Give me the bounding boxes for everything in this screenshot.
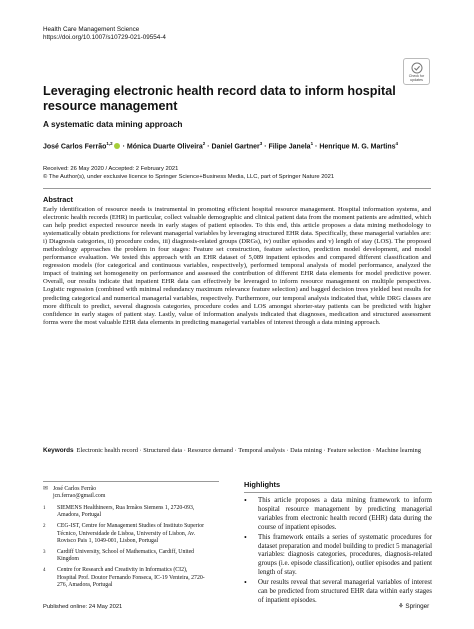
- abstract-text: Early identification of resource needs is instrumental in promoting efficient hospital resource management. Hospital information systems, and electronic health records (EHR) in particular, collect valuable demographic and clinical patient data from the moment patients are admitted, which can help predict expected resource needs in early stages of patient episodes. To this end, this article proposes a data mining methodology to systematically obtain predictions for relevant managerial variables by leveraging structured EHR data. Specifically, these managerial variables are: i) Diagnosis categories, ii) procedure codes, iii) diagnosis-related groups (DRGs), iv) outlier episodes and v) length of stay (LOS). The proposed methodology approaches the problem in four stages: Feature set construction, feature selection, prediction model development, and model performance evaluation. We tested this approach with an EHR dataset of 5,089 inpatient episodes and compared different classification and regression models (for categorical and continuous variables, respectively), performed temporal analysis of model performance, analyzed the impact of training set homogeneity on performance and assessed the contribution of different EHR data elements for model predictive power. Overall, our results indicate that inpatient EHR data can effectively be leveraged to inform resource management on multiple perspectives. Logistic regression (combined with minimal redundancy maximum relevance feature selection) and bagged decision trees yielded best results for predicting categorical and numerical managerial variables, respectively. Furthermore, our temporal analysis indicated that, while DRG classes are more difficult to predict, several diagnosis categories, procedure codes and LOS amongst shorter-stay patients can be predicted with higher confidence in early stages of patient stay. Lastly, value of information analysis indicated that diagnoses, medication and structured assessment forms were the most valuable EHR data elements in predicting managerial variables of interest through a data mining approach.: [43, 206, 431, 326]
- publisher-name: Springer: [405, 603, 430, 610]
- highlight-item: [244, 497, 432, 533]
- affiliation-text: CEG-IST, Centre for Management Studies of Instituto Superior Técnico, Universidade de Lisboa, University of Lisbon, Av. Rovisco Pais 1, 1049-001, Lisbon, Portugal: [57, 523, 205, 544]
- author-name[interactable]: Mónica Duarte Oliveira: [126, 143, 203, 151]
- highlight-item: [244, 534, 432, 579]
- bullet-icon: •: [244, 578, 247, 588]
- correspondence-name: José Carlos Ferrão: [53, 486, 97, 492]
- published-date: Published online: 24 May 2021: [43, 604, 123, 610]
- author-affiliation-marker: 2: [202, 141, 206, 146]
- divider: [244, 492, 432, 493]
- doi-link[interactable]: https://doi.org/10.1007/s10729-021-09554-4: [43, 34, 166, 41]
- journal-header: [43, 26, 166, 42]
- keywords: [43, 447, 431, 455]
- highlights-list: [244, 497, 432, 606]
- highlight-text: Our results reveal that several managerial variables of interest can be predicted from structured EHR data within early stages of inpatient episodes.: [258, 579, 432, 604]
- author-separator: ·: [313, 143, 320, 151]
- badge-label: Check for updates: [408, 73, 425, 82]
- article-dates: [43, 166, 334, 181]
- affiliation-text: Centre for Research and Creativity in Informatics (CI2), Hospital Prof. Doutor Fernando Fonseca, IC-19 Venteira, 2720-276, Amadora, Portugal: [57, 567, 205, 588]
- keywords-text: Electronic health record · Structured data · Resource demand · Temporal analysis · Data mining · Feature selection · Machine learning: [76, 447, 421, 454]
- author-separator: ·: [205, 143, 212, 151]
- article-title: Leveraging electronic health record data to inform hospital resource management: [43, 84, 396, 113]
- highlight-text: This article proposes a data mining framework to inform hospital resource management by predicting managerial variables from electronic health record (EHR) data during the course of inpatient episodes.: [258, 497, 432, 531]
- affiliation-number: 2: [43, 524, 46, 530]
- affiliation-column: [43, 481, 219, 593]
- affiliation-list: [43, 505, 219, 589]
- author-name[interactable]: Daniel Gartner: [211, 143, 260, 151]
- keywords-label: Keywords: [43, 447, 74, 454]
- author-affiliation-marker: 4: [395, 141, 399, 146]
- article-subtitle: A systematic data mining approach: [43, 119, 183, 129]
- highlight-item: [244, 579, 432, 606]
- highlights-box: [244, 480, 432, 607]
- correspondence-email[interactable]: jcn.ferrao@gmail.com: [53, 493, 106, 499]
- author-name[interactable]: Henrique M. G. Martins: [319, 143, 396, 151]
- divider: [43, 188, 431, 189]
- affiliation-item: [43, 567, 219, 589]
- orcid-icon[interactable]: [114, 143, 120, 149]
- author-separator: ·: [262, 143, 269, 151]
- affiliation-item: [43, 523, 219, 545]
- affiliation-number: 3: [43, 550, 46, 556]
- received-accepted: Received: 26 May 2020 / Accepted: 2 February 2021: [43, 166, 179, 172]
- author-affiliation-marker: 1: [310, 141, 314, 146]
- affiliation-number: 4: [43, 568, 46, 574]
- update-icon: [411, 62, 423, 74]
- author-name[interactable]: José Carlos Ferrão: [43, 143, 107, 151]
- author-affiliation-marker: 3: [259, 141, 263, 146]
- abstract-heading: Abstract: [43, 195, 73, 204]
- highlights-heading: Highlights: [244, 480, 281, 489]
- affiliation-item: [43, 549, 219, 563]
- divider: [43, 481, 219, 482]
- affiliation-number: 1: [43, 506, 46, 511]
- highlight-text: This framework entails a series of systematic procedures for dataset preparation and model building to predict 5 managerial variables: diagnosis categories, procedures, diagnosis-related groups (i.e. episode classification), outlier episodes and patient length of stay.: [258, 533, 432, 577]
- publisher-logo: [398, 603, 429, 610]
- correspondence: [43, 486, 219, 500]
- affiliation-text: SIEMENS Healthineers, Rua Irmãos Siemens 1, 2720-093, Amadora, Portugal: [57, 505, 195, 519]
- affiliation-text: Cardiff University, School of Mathematics, Cardiff, United Kingdom: [57, 549, 195, 563]
- author-list: [43, 141, 443, 150]
- author-separator: ·: [120, 143, 127, 151]
- springer-icon: ⚘: [398, 603, 404, 610]
- check-for-updates-badge[interactable]: [403, 58, 430, 85]
- copyright-line: © The Author(s), under exclusive licence to Springer Science+Business Media, LLC, part of Springer Nature 2021: [43, 173, 335, 180]
- bullet-icon: •: [244, 496, 247, 505]
- journal-name: Health Care Management Science: [43, 26, 140, 33]
- bullet-icon: •: [244, 532, 247, 542]
- envelope-icon: ✉: [43, 486, 49, 492]
- affiliation-item: [43, 505, 219, 519]
- author-name[interactable]: Filipe Janela: [268, 143, 311, 151]
- author-affiliation-marker: 1,2: [106, 141, 113, 146]
